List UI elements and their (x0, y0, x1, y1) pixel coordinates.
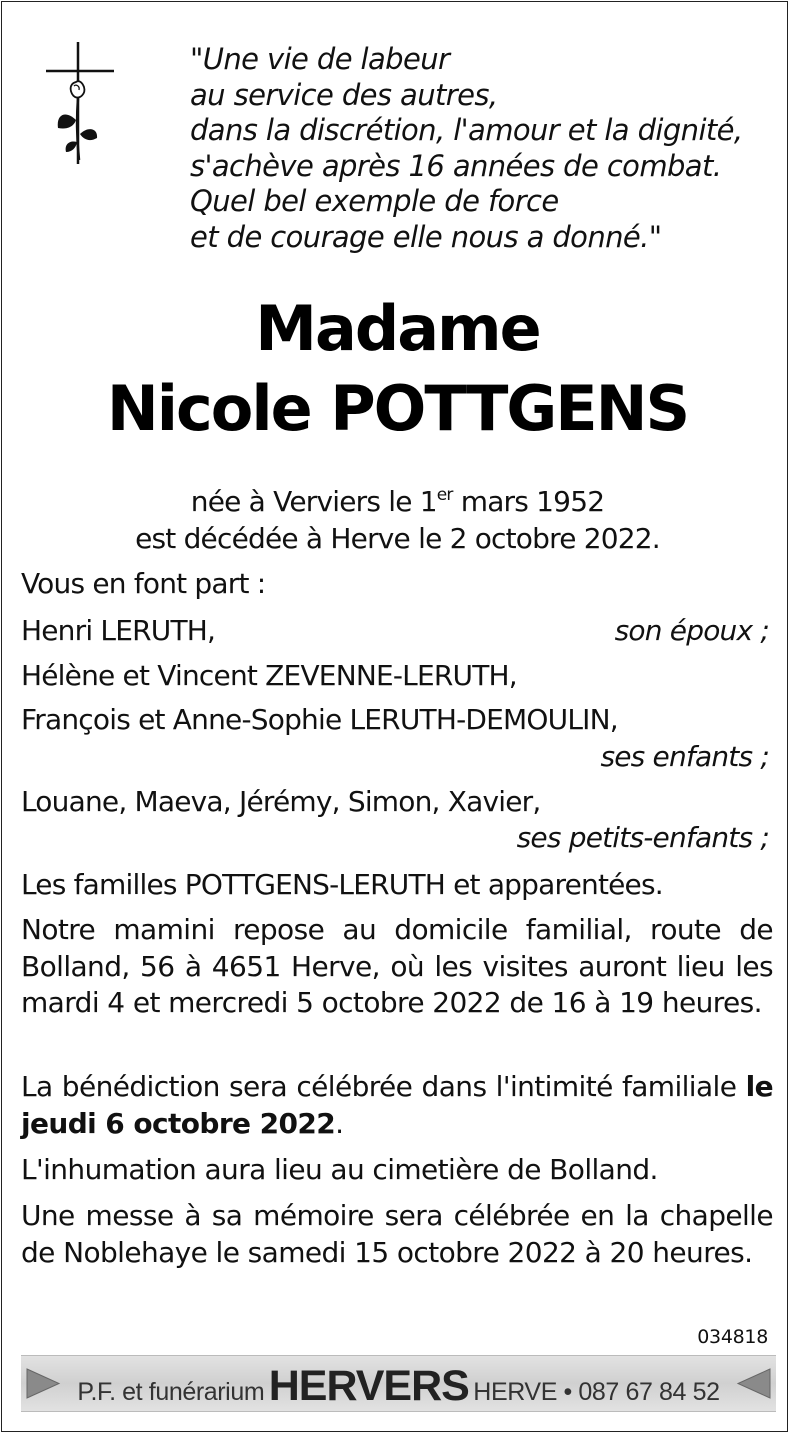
family-intro: Vous en font part : (21, 567, 266, 600)
families-line: Les familles POTTGENS-LERUTH et apparentées. (21, 868, 663, 901)
quote-line: et de courage elle nous a donné." (190, 219, 662, 254)
birth-prefix: née à Verviers le 1 (190, 485, 437, 518)
funeral-home-contact: HERVE • 087 67 84 52 (473, 1378, 720, 1406)
reference-number: 034818 (697, 1326, 768, 1348)
child-couple: François et Anne-Sophie LERUTH-DEMOULIN, (21, 703, 618, 736)
grandchildren-role: ses petits-enfants ; (516, 821, 769, 854)
quote-line: dans la discrétion, l'amour et la dignité, (190, 113, 743, 148)
visit-paragraph: Notre mamini repose au domicile familial, route de Bolland, 56 à 4651 Herve, où les visites auront lieu les mardi 4 et mercredi 5 octobre 2022 de 16 à 19 heures. (21, 913, 773, 1019)
funeral-home-name: HERVERS (268, 1362, 469, 1410)
triangle-left-icon (736, 1367, 772, 1400)
deceased-title: Madame (255, 292, 540, 365)
obituary-notice (1, 1, 788, 1432)
death-line: est décédée à Herve le 2 octobre 2022. (135, 522, 660, 555)
blessing-date: le jeudi 6 octobre 2022 (21, 1070, 773, 1140)
quote-line: Quel bel exemple de force (190, 184, 559, 219)
blessing-end: . (335, 1106, 344, 1140)
burial-paragraph: L'inhumation aura lieu au cimetière de Bolland. (21, 1153, 658, 1186)
spouse-name: Henri LERUTH, (21, 614, 216, 647)
quote-line: "Une vie de labeur (190, 42, 450, 76)
blessing-paragraph (21, 1069, 773, 1142)
quote-line: s'achève après 16 années de combat. (190, 148, 722, 183)
quote (190, 42, 780, 256)
children-role: ses enfants ; (600, 740, 769, 773)
mass-paragraph: Une messe à sa mémoire sera célébrée en la chapelle de Noblehaye le samedi 15 octobre 2022 à 20 heures. (21, 1199, 773, 1269)
birth-suffix: mars 1952 (452, 485, 605, 518)
child-couple: Hélène et Vincent ZEVENNE-LERUTH, (21, 659, 517, 692)
birth-superscript: er (436, 485, 453, 505)
funeral-home-info (21, 1356, 776, 1411)
funeral-home-banner (21, 1355, 776, 1412)
grandchildren-names: Louane, Maeva, Jérémy, Simon, Xavier, (21, 785, 541, 818)
birth-line (2, 485, 791, 518)
cross-with-rose-icon (44, 42, 116, 167)
blessing-text: La bénédiction sera célébrée dans l'intimité familiale (21, 1070, 746, 1103)
quote-line: au service des autres, (190, 77, 498, 112)
deceased-name: Nicole POTTGENS (106, 372, 689, 445)
funeral-home-prefix: P.F. et funérarium (77, 1378, 265, 1406)
spouse-role: son époux ; (614, 614, 769, 647)
